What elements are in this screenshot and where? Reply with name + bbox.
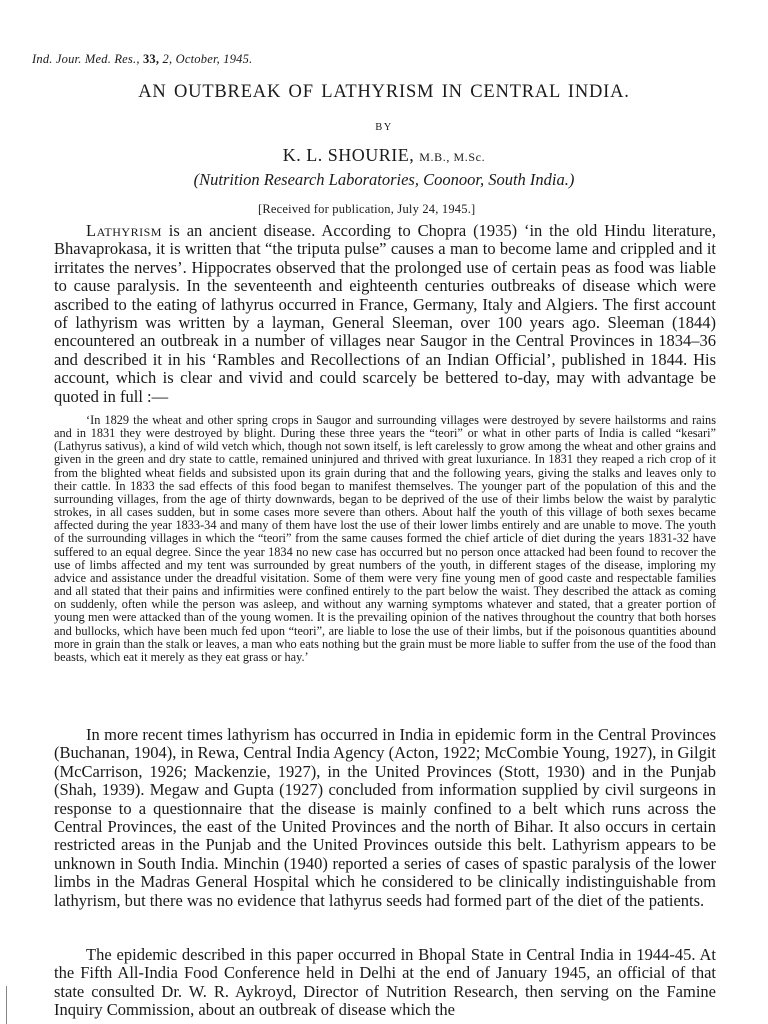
citation-issue-date: 2, October, 1945. <box>162 52 253 66</box>
citation-journal: Ind. Jour. Med. Res., <box>32 52 140 66</box>
paragraph-recent-outbreaks: In more recent times lathyrism has occurred in India in epidemic form in the Central Provinces (Buchanan, 1904), in Rewa, Central India Agency (Acton, 1922; McCombie Young, 1927), in Gilgit (McCarrison, 1926; Mackenzie, 1927), in the United Provinces (Stott, 1930) and in the Punjab (Shah, 1939). Megaw and Gupta (1927) concluded from information supplied by civil surgeons in response to a questionnaire that the disease is mainly confined to a belt which runs across the Central Provinces, the east of the United Provinces and the north of Bihar. It also occurs in certain restricted areas in the Punjab and the United Provinces outside this belt. Lathyrism appears to be unknown in South India. Minchin (1940) reported a series of cases of spastic paralysis of the lower limbs in the Madras General Hospital which he considered to be clinically indistinguishable from lathyrism, but there was no evidence that lathyrus seeds had formed part of the diet of the patients. <box>54 725 716 910</box>
sleeman-quote: ‘In 1829 the wheat and other spring crops in Saugor and surrounding villages were destroyed by severe hailstorms and rains and in 1831 they were destroyed by blight. During these three years the “teori” or what in other parts of India is called “kesari” (Lathyrus sativus), a kind of wild vetch which, though not sown itself, is left carelessly to grow among the wheat and other grains and given in the green and dry state to cattle, remained uninjured and thrived with great luxuriance. In 1831 they reaped a rich crop of it from the blighted wheat fields and subsisted upon its grain during that and the following years, giving the stalks and leaves only to their cattle. In 1833 the sad effects of this food began to manifest themselves. The younger part of the population of this and the surrounding villages, from the age of thirty downwards, began to be deprived of the use of their limbs below the waist by paralytic strokes, in all cases sudden, but in some cases more severe than others. About half the youth of this village of both sexes became affected during the year 1833-34 and many of them have lost the use of their lower limbs entirely and are unable to move. The youth of the surrounding villages in which the “teori” from the same causes formed the chief article of diet during the years 1831-32 have suffered to an equal degree. Since the year 1834 no new case has occurred but no person once attacked had been found to recover the use of limbs affected and my tent was surrounded by great numbers of the youth, in different stages of the disease, imploring my advice and assistance under the dreadful visitation. Some of them were very fine young men of good caste and respectable families and all stated that their pains and infirmities were confined entirely to the part below the waist. They described the attack as coming on suddenly, often while the person was asleep, and without any warning symptoms whatever and stated, that a greater portion of young men were attacked than of the young women. It is the prevailing opinion of the natives throughout the country that both horses and bullocks, which have been much fed upon “teori”, are liable to lose the use of their limbs, but if the poisonous quantities abound more in grain than the stalk or leaves, a man who eats nothing but the grain must be more liable to suffer from the use of the food than beasts, which eat it merely as they eat grass or hay.’ <box>54 413 716 664</box>
scan-margin-line <box>6 986 9 1024</box>
paragraph-intro-text: is an ancient disease. According to Chopra (1935) ‘in the old Hindu literature, Bhavaprokasa, it is written that “the triputa pulse” causes a man to become lame and crippled and it irritates the nerves’. Hippocrates observed that the prolonged use of certain peas as food was liable to cause paralysis. In the seventeenth and eighteenth centuries outbreaks of disease which were ascribed to the eating of lathyrus occurred in France, Germany, Italy and Algiers. The first account of lathyrism was written by a layman, General Sleeman, over 100 years ago. Sleeman (1844) encountered an outbreak in a number of villages near Saugor in the Central Provinces in 1834–36 and described it in his ‘Rambles and Recollections of an Indian Official’, published in 1844. His account, which is clear and vivid and could scarcely be bettered to-day, may with advantage be quoted in full :— <box>54 221 716 406</box>
by-line: BY <box>375 122 393 133</box>
journal-citation <box>32 52 252 67</box>
paragraph-bhopal-epidemic: The epidemic described in this paper occurred in Bhopal State in Central India in 1944-45. At the Fifth All-India Food Conference held in Delhi at the end of January 1945, an official of that state consulted Dr. W. R. Aykroyd, Director of Nutrition Research, then serving on the Famine Inquiry Commission, about an outbreak of disease which the <box>54 945 716 1020</box>
author <box>0 145 768 166</box>
lead-word: Lathyrism <box>86 221 162 240</box>
author-degrees: M.B., M.Sc. <box>419 150 486 164</box>
received-date: [Received for publication, July 24, 1945.] <box>258 202 476 216</box>
author-affiliation: (Nutrition Research Laboratories, Coonoor, South India.) <box>193 170 575 189</box>
citation-volume: 33, <box>142 52 160 66</box>
article-title: AN OUTBREAK OF LATHYRISM IN CENTRAL INDIA. <box>138 82 630 102</box>
paragraph-intro <box>54 222 716 406</box>
author-name: K. L. SHOURIE, <box>282 145 415 165</box>
